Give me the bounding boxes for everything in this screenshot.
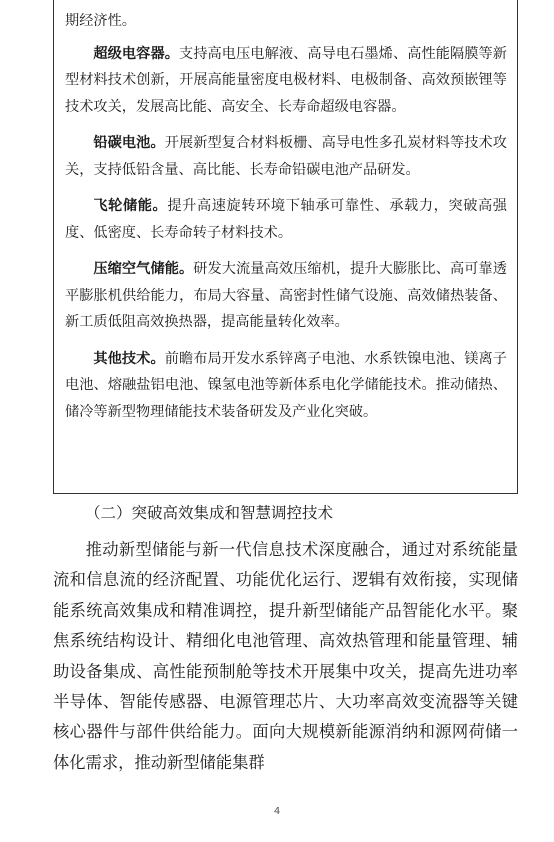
page-number: 4 xyxy=(273,806,281,817)
item-supercapacitor xyxy=(65,41,507,121)
item-lead-carbon-battery xyxy=(65,130,507,183)
item-term: 压缩空气储能。 xyxy=(93,261,194,277)
item-text: 研发大流量高效压缩机，提升大膨胀比、高可靠透平膨胀机供给能力，布局大容量、高密封性储气设施、高效储热装备、新工质低阻高效换热器，提高能量转化效率。 xyxy=(65,261,507,330)
body-paragraph: 推动新型储能与新一代信息技术深度融合，通过对系统能量流和信息流的经济配置、功能优化运行、逻辑有效衔接，实现储能系统高效集成和精准调控，提升新型储能产品智能化水平。聚焦系统结构设计、精细化电池管理、高效热管理和能量管理、辅助设备集成、高性能预制舱等技术开展集中攻关，提高先进功率半导体、智能传感器、电源管理芯片、大功率高效变流器等关键核心器件与部件供给能力。面向大规模新能源消纳和源网荷储一体化需求，推动新型储能集群 xyxy=(53,540,518,772)
intro-tail-text: 期经济性。 xyxy=(65,13,136,29)
item-text: 开展新型复合材料板栅、高导电性多孔炭材料等技术攻关，支持低铅含量、高比能、长寿命铅碳电池产品研发。 xyxy=(65,135,507,178)
item-text: 前瞻布局开发水系锌离子电池、水系铁镍电池、镁离子电池、熔融盐铝电池、镍氢电池等新体系电化学储能技术。推动储热、储冷等新型物理储能技术装备研发及产业化突破。 xyxy=(65,350,507,420)
item-term: 铅碳电池。 xyxy=(93,135,165,151)
item-term: 超级电容器。 xyxy=(93,45,179,62)
item-text: 支持高电压电解液、高导电石墨烯、高性能隔膜等新型材料技术创新，开展高能量密度电极材料、电极制备、高效预嵌锂等技术攻关，发展高比能、高安全、长寿命超级电容器。 xyxy=(65,45,507,115)
item-other-technologies xyxy=(65,346,507,426)
technology-box xyxy=(53,0,518,494)
item-flywheel-storage xyxy=(65,193,507,246)
item-compressed-air-storage xyxy=(65,256,507,336)
item-term: 飞轮储能。 xyxy=(93,198,168,214)
item-term: 其他技术。 xyxy=(93,350,165,367)
main-content xyxy=(53,497,518,778)
item-text: 提升高速旋转环境下轴承可靠性、承载力，突破高强度、低密度、长寿命转子材料技术。 xyxy=(65,198,507,241)
section-heading: （二）突破高效集成和智慧调控技术 xyxy=(85,504,334,522)
